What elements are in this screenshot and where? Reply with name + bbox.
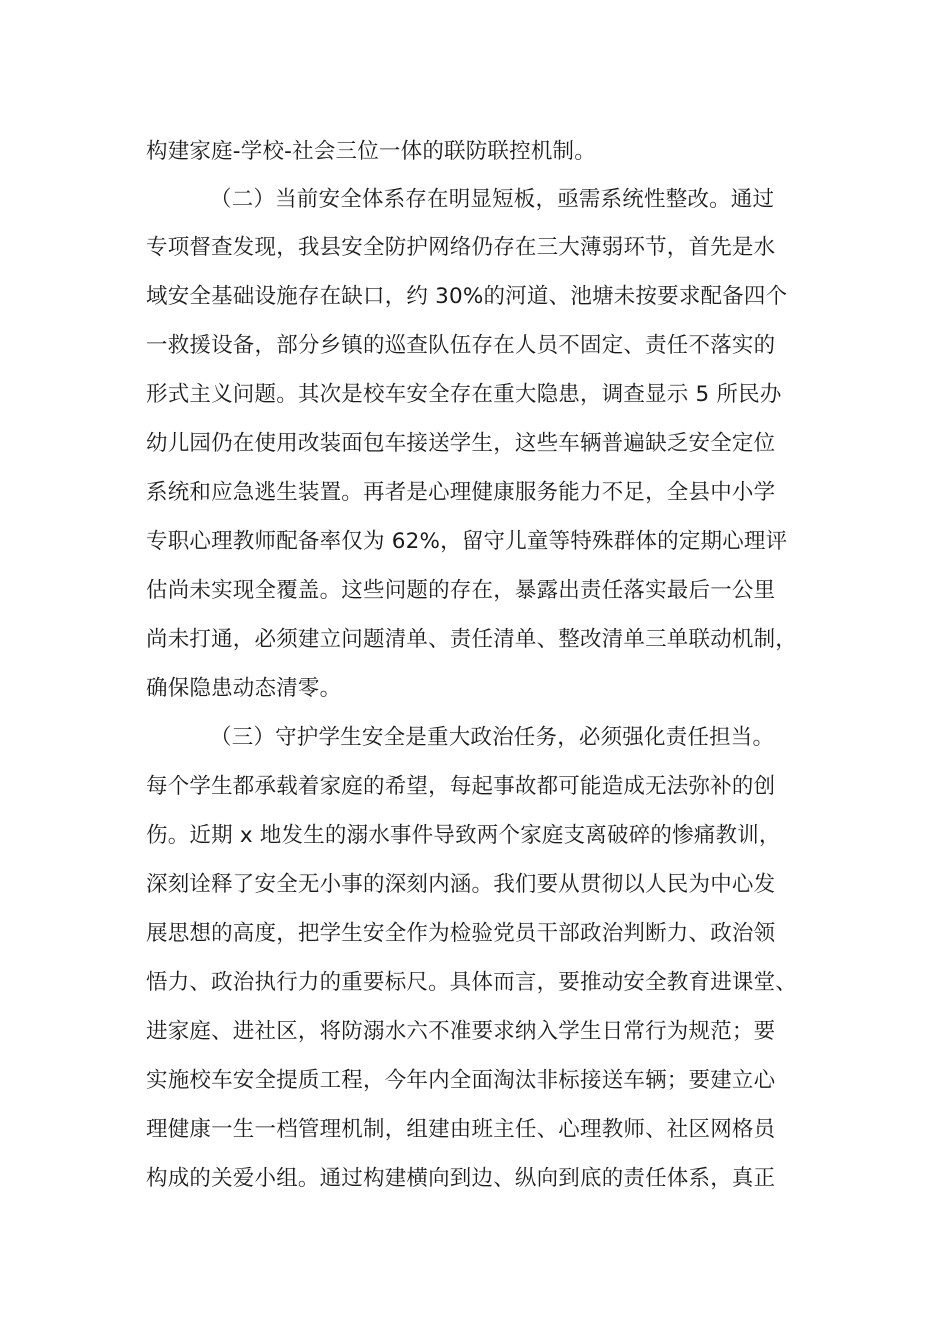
section-2-heading-line: （二）当前安全体系存在明显短板，亟需系统性整改。通过: [210, 187, 775, 212]
text-line: 悟力、政治执行力的重要标尺。具体而言，要推动安全教育进课堂、: [146, 970, 798, 995]
text-line: 进家庭、进社区，将防溺水六不准要求纳入学生日常行为规范；要: [146, 1019, 776, 1044]
text-line: 系统和应急逃生装置。再者是心理健康服务能力不足，全县中小学: [146, 480, 776, 505]
text-line: 构建家庭-学校-社会三位一体的联防联控机制。: [146, 139, 596, 164]
text-line: 专项督查发现，我县安全防护网络仍存在三大薄弱环节，首先是水: [146, 235, 776, 260]
text-line: 尚未打通，必须建立问题清单、责任清单、整改清单三单联动机制，: [146, 627, 798, 652]
text-line: 确保隐患动态清零。: [146, 676, 342, 701]
text-line: 域安全基础设施存在缺口，约 30%的河道、池塘未按要求配备四个: [146, 284, 788, 309]
text-line: 理健康一生一档管理机制，组建由班主任、心理教师、社区网格员: [146, 1117, 776, 1142]
text-line: 伤。近期 x 地发生的溺水事件导致两个家庭支离破碎的惨痛教训，: [146, 823, 781, 848]
section-3-heading-line: （三）守护学生安全是重大政治任务，必须强化责任担当。: [210, 725, 775, 750]
text-line: 实施校车安全提质工程，今年内全面淘汰非标接送车辆；要建立心: [146, 1068, 776, 1093]
text-line: 专职心理教师配备率仅为 62%，留守儿童等特殊群体的定期心理评: [146, 529, 788, 554]
text-line: 估尚未实现全覆盖。这些问题的存在，暴露出责任落实最后一公里: [146, 578, 776, 603]
text-line: 每个学生都承载着家庭的希望，每起事故都可能造成无法弥补的创: [146, 774, 776, 799]
text-line: 形式主义问题。其次是校车安全存在重大隐患，调查显示 5 所民办: [146, 382, 782, 407]
text-line: 深刻诠释了安全无小事的深刻内涵。我们要从贯彻以人民为中心发: [146, 872, 776, 897]
text-line: 展思想的高度，把学生安全作为检验党员干部政治判断力、政治领: [146, 921, 776, 946]
text-line: 幼儿园仍在使用改装面包车接送学生，这些车辆普遍缺乏安全定位: [146, 431, 776, 456]
text-line: 一救援设备，部分乡镇的巡查队伍存在人员不固定、责任不落实的: [146, 333, 776, 358]
text-line: 构成的关爱小组。通过构建横向到边、纵向到底的责任体系，真正: [146, 1166, 776, 1191]
